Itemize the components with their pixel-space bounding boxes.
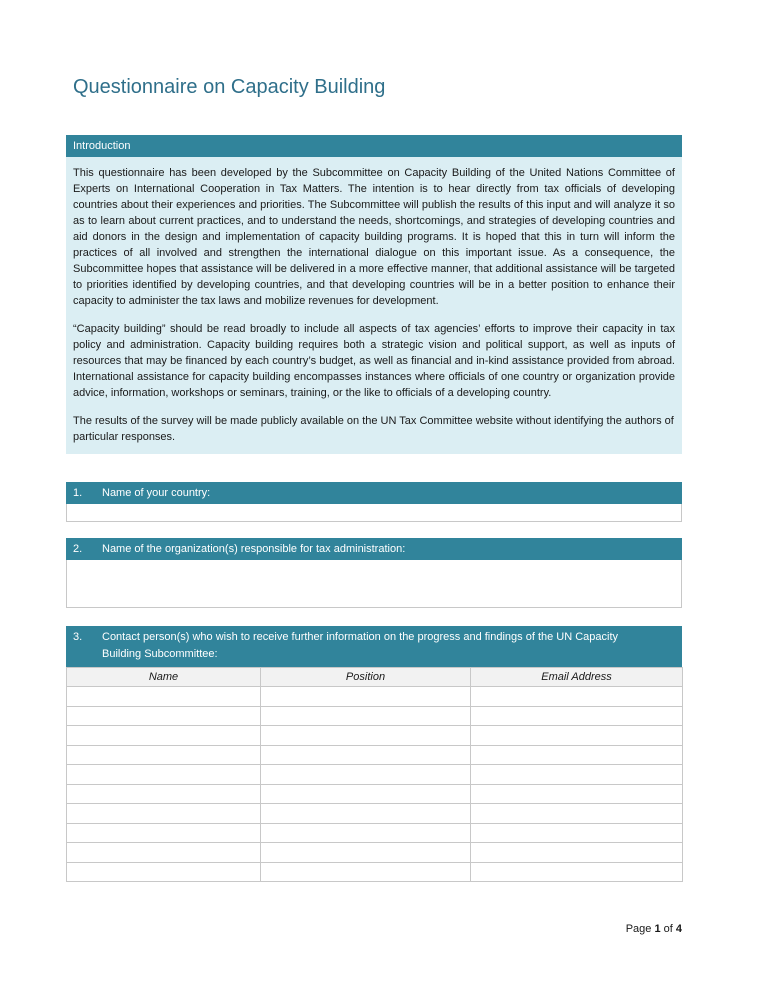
question-2-header [66, 538, 682, 560]
country-answer-field[interactable] [66, 504, 682, 522]
current-page: 1 [654, 923, 661, 935]
intro-paragraph: The results of the survey will be made publicly available on the UN Tax Committee website without identifying the authors of particular responses. [73, 415, 674, 443]
question-text: Contact person(s) who wish to receive further information on the progress and findings of the UN Capacity Building Subcommittee: [102, 631, 619, 660]
contact-name-cell[interactable] [67, 843, 261, 863]
question-1-header [66, 482, 682, 504]
contact-row [67, 687, 683, 707]
contact-name-cell[interactable] [67, 687, 261, 707]
page-label: Page [625, 923, 655, 935]
question-number: 3. [73, 631, 83, 643]
contact-name-cell[interactable] [67, 784, 261, 804]
contact-position-cell[interactable] [261, 804, 471, 824]
contacts-table-body [67, 687, 683, 882]
intro-paragraph: “Capacity building” should be read broadly to include all aspects of tax agencies’ efforts to improve their capacity in tax policy and administration. Capacity building requires both a strategic vision and political support, as well as inputs of resources that may be financed by each country’s budget, as well as financial and in-kind assistance provided from abroad. International assistance for capacity building encompasses instances where officials of one country or organization provide advice, information, workshops or seminars, training, or the like to officials of a developing country. [73, 323, 675, 399]
contact-row [67, 843, 683, 863]
contact-email-cell[interactable] [471, 745, 683, 765]
contact-name-cell[interactable] [67, 765, 261, 785]
contact-email-cell[interactable] [471, 862, 683, 882]
contact-row [67, 804, 683, 824]
contact-name-cell[interactable] [67, 862, 261, 882]
contact-position-cell[interactable] [261, 862, 471, 882]
contacts-table [66, 667, 683, 882]
contacts-header-row [67, 668, 683, 687]
contact-row [67, 745, 683, 765]
question-text: Name of your country: [102, 487, 211, 499]
introduction-section [66, 135, 682, 454]
page-footer [626, 923, 682, 935]
column-header-name: Name [67, 668, 261, 687]
contact-row [67, 784, 683, 804]
contact-position-cell[interactable] [261, 823, 471, 843]
question-number: 1. [73, 487, 83, 499]
contact-email-cell[interactable] [471, 784, 683, 804]
contact-position-cell[interactable] [261, 784, 471, 804]
contact-position-cell[interactable] [261, 726, 471, 746]
contact-position-cell[interactable] [261, 843, 471, 863]
contact-row [67, 726, 683, 746]
question-3-header [66, 626, 682, 667]
contact-name-cell[interactable] [67, 706, 261, 726]
page-title: Questionnaire on Capacity Building [73, 76, 386, 98]
page-of-label: of [660, 923, 676, 935]
intro-paragraph: This questionnaire has been developed by the Subcommittee on Capacity Building of the United Nations Committee of Experts on International Cooperation in Tax Matters. The intention is to hear directly from tax officials of developing countries about their experiences and priorities. The Subcommittee will publish the results of this input and will analyze it so as to learn about current practices, and to understand the needs, shortcomings, and strategies of developing countries and aid donors in the design and implementation of capacity building programs. It is hoped that this in turn will inform the practices of all involved and strengthen the international dialogue on this important issue. As a consequence, the Subcommittee hopes that assistance will be delivered in a more effective manner, that additional assistance will be targeted to priorities identified by developing countries, and that developing countries will be in a better position to enhance their capacity to administer the tax laws and mobilize revenues for development. [73, 167, 675, 307]
question-number: 2. [73, 543, 83, 555]
contact-email-cell[interactable] [471, 726, 683, 746]
contact-email-cell[interactable] [471, 823, 683, 843]
contact-position-cell[interactable] [261, 687, 471, 707]
question-3 [66, 626, 682, 882]
contact-position-cell[interactable] [261, 745, 471, 765]
contact-position-cell[interactable] [261, 706, 471, 726]
contact-row [67, 862, 683, 882]
contact-email-cell[interactable] [471, 765, 683, 785]
contact-row [67, 706, 683, 726]
contact-name-cell[interactable] [67, 804, 261, 824]
introduction-heading: Introduction [66, 135, 682, 157]
contact-email-cell[interactable] [471, 687, 683, 707]
question-2 [66, 538, 682, 608]
contact-name-cell[interactable] [67, 726, 261, 746]
contact-position-cell[interactable] [261, 765, 471, 785]
organization-answer-field[interactable] [66, 560, 682, 608]
contact-email-cell[interactable] [471, 706, 683, 726]
question-1 [66, 482, 682, 522]
question-text: Name of the organization(s) responsible for tax administration: [102, 543, 406, 555]
contact-row [67, 823, 683, 843]
column-header-email: Email Address [471, 668, 683, 687]
introduction-body [66, 157, 682, 454]
column-header-position: Position [261, 668, 471, 687]
contact-row [67, 765, 683, 785]
contact-email-cell[interactable] [471, 843, 683, 863]
contact-name-cell[interactable] [67, 745, 261, 765]
contact-email-cell[interactable] [471, 804, 683, 824]
contact-name-cell[interactable] [67, 823, 261, 843]
total-pages: 4 [675, 923, 682, 935]
